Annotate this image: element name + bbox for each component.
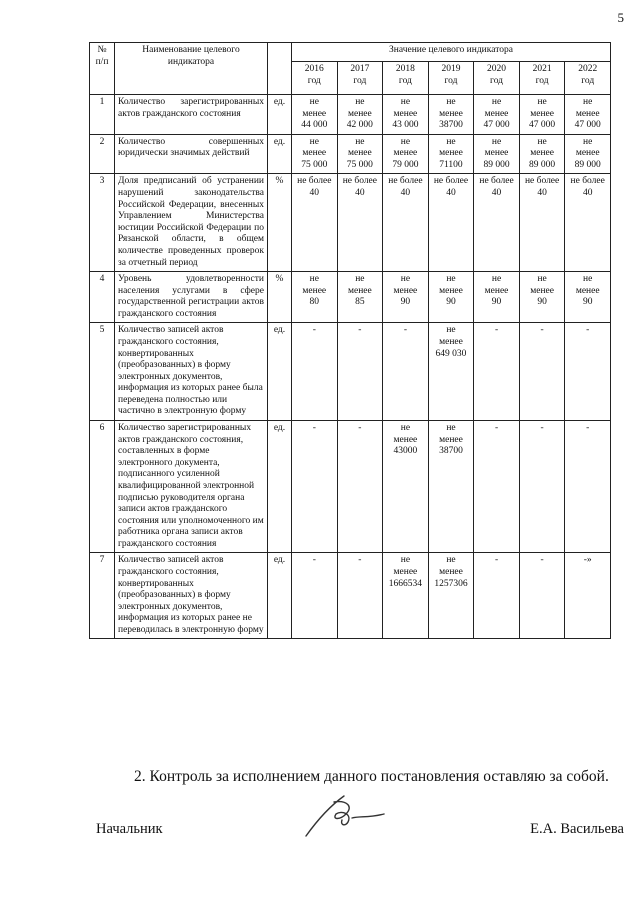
value-line: не	[446, 274, 456, 285]
row-number: 2	[90, 134, 115, 174]
value-line: -	[358, 325, 362, 336]
value-line: 80	[309, 297, 320, 308]
header-year-value: 2016	[304, 64, 324, 74]
indicator-value	[474, 272, 520, 323]
indicator-value	[474, 421, 520, 553]
value-line: не	[355, 136, 365, 147]
header-year-value: 2022	[578, 64, 598, 74]
indicator-value	[292, 134, 338, 174]
header-year	[565, 62, 611, 95]
header-year	[474, 62, 520, 95]
value-line: 89 000	[574, 159, 601, 170]
value-line: -	[494, 325, 499, 336]
value-line: не	[309, 97, 319, 107]
indicator-unit: ед.	[268, 421, 292, 553]
value-line: менее	[530, 285, 554, 296]
value-line: не более	[524, 176, 560, 187]
row-number: 4	[90, 272, 115, 323]
indicator-value	[474, 95, 520, 135]
value-line: не	[400, 97, 411, 107]
value-line: менее	[302, 148, 327, 159]
value-line: -	[358, 555, 362, 566]
indicator-value	[565, 553, 611, 639]
indicator-value	[292, 174, 338, 272]
indicator-value	[474, 134, 520, 174]
value-line: 38700	[439, 446, 463, 457]
value-line: не	[355, 97, 365, 107]
value-line: 75 000	[346, 159, 373, 170]
signature-image	[300, 792, 390, 840]
indicator-value	[565, 272, 611, 323]
header-values-span: Значение целевого индикатора	[292, 43, 611, 62]
indicator-name: Уровень удовлетворенности населения услугами в сфере государственной регистрации актов гражданского состояния	[115, 272, 268, 323]
value-line: 89 000	[483, 159, 510, 170]
indicator-value	[383, 95, 429, 135]
header-year-value: 2018	[395, 64, 415, 74]
value-line: 43 000	[392, 120, 419, 131]
header-year-value: 2019	[441, 64, 461, 74]
indicator-value	[428, 272, 474, 323]
value-line: -»	[583, 555, 592, 566]
row-number: 5	[90, 323, 115, 421]
header-num: № п/п	[90, 43, 115, 95]
value-line: не	[400, 274, 411, 285]
indicator-value	[383, 553, 429, 639]
indicator-value	[565, 174, 611, 272]
value-line: -	[494, 423, 499, 434]
indicator-value	[337, 174, 383, 272]
value-line: 90	[400, 297, 411, 308]
indicator-value	[383, 134, 429, 174]
indicator-name: Количество записей актов гражданского состояния, конвертированных (преобразованных) в форму электронных документов, информация из которых ранее не переводилась в электронную форму	[115, 553, 268, 639]
value-line: менее	[575, 285, 600, 296]
indicator-value	[428, 421, 474, 553]
indicator-value	[337, 323, 383, 421]
value-line: не	[400, 555, 411, 566]
value-line: -	[586, 325, 590, 336]
header-year-label: год	[353, 75, 367, 86]
row-number: 6	[90, 421, 115, 553]
header-year-label: год	[490, 75, 504, 86]
table-row	[90, 272, 611, 323]
value-line: 90	[491, 297, 502, 308]
value-line: не более	[297, 176, 332, 187]
value-line: 40	[582, 188, 593, 199]
value-line: менее	[347, 108, 372, 119]
value-line: -	[494, 555, 499, 566]
value-line: не более	[388, 176, 423, 187]
value-line: менее	[347, 148, 372, 159]
value-line: 79 000	[392, 159, 419, 170]
header-year	[383, 62, 429, 95]
table-row	[90, 174, 611, 272]
row-number: 1	[90, 95, 115, 135]
header-year	[337, 62, 383, 95]
table-row	[90, 421, 611, 553]
indicator-value	[428, 134, 474, 174]
value-line: менее	[575, 108, 600, 119]
value-line: менее	[302, 108, 327, 119]
indicator-value	[337, 95, 383, 135]
value-line: менее	[393, 285, 418, 296]
row-number: 3	[90, 174, 115, 272]
indicator-value	[519, 174, 565, 272]
header-year-value: 2017	[350, 64, 370, 74]
header-year	[292, 62, 338, 95]
value-line: менее	[393, 566, 418, 577]
value-line: менее	[439, 336, 463, 347]
indicator-value	[519, 272, 565, 323]
value-line: не	[491, 97, 502, 107]
header-year-label: год	[444, 75, 458, 86]
value-line: не	[491, 274, 502, 285]
header-year	[519, 62, 565, 95]
value-line: 40	[355, 188, 365, 199]
indicator-value	[519, 421, 565, 553]
value-line: не	[446, 136, 456, 147]
value-line: 40	[400, 188, 411, 199]
table-row	[90, 323, 611, 421]
value-line: не	[400, 136, 411, 147]
value-line: менее	[575, 148, 600, 159]
indicator-table	[89, 42, 611, 639]
signer-title: Начальник	[96, 821, 163, 837]
indicator-unit: ед.	[268, 553, 292, 639]
indicator-value	[337, 421, 383, 553]
value-line: 43000	[393, 446, 418, 457]
value-line: -	[312, 555, 316, 566]
indicator-value	[292, 272, 338, 323]
indicator-value	[428, 174, 474, 272]
indicator-unit: ед.	[268, 323, 292, 421]
value-line: -	[312, 325, 316, 336]
header-year-label: год	[535, 75, 549, 86]
indicator-unit: ед.	[268, 134, 292, 174]
indicator-value	[383, 272, 429, 323]
value-line: -	[403, 325, 407, 336]
table-row	[90, 553, 611, 639]
indicator-unit: ед.	[268, 95, 292, 135]
indicator-value	[565, 323, 611, 421]
indicator-value	[428, 323, 474, 421]
value-line: менее	[439, 434, 463, 445]
indicator-value	[383, 174, 429, 272]
indicator-value	[292, 421, 338, 553]
control-statement: 2. Контроль за исполнением данного постановления оставляю за собой.	[134, 768, 609, 785]
value-line: менее	[302, 285, 327, 296]
value-line: не более	[433, 176, 469, 187]
indicator-value	[565, 134, 611, 174]
indicator-name: Количество зарегистрированных актов гражданского состояния, составленных в форме электронного документа, подписанного усиленной квалифицированной электронной подписью руководителя органа записи актов гражданского состояния или уполномоченного им работника органа записи актов гражданского состояния	[115, 421, 268, 553]
indicator-value	[428, 95, 474, 135]
value-line: -	[312, 423, 316, 434]
value-line: 40	[309, 188, 320, 199]
value-line: менее	[530, 148, 554, 159]
header-year-value: 2021	[532, 64, 552, 74]
value-line: не	[537, 274, 547, 285]
value-line: не	[537, 97, 547, 107]
value-line: не	[355, 274, 365, 285]
value-line: не более	[342, 176, 377, 187]
header-unit	[268, 43, 292, 95]
value-line: не	[583, 274, 593, 285]
value-line: менее	[439, 285, 463, 296]
indicator-value	[383, 421, 429, 553]
value-line: не	[309, 136, 319, 147]
indicator-name: Количество зарегистрированных актов гражданского состояния	[115, 95, 268, 135]
indicator-value	[292, 553, 338, 639]
indicator-name: Количество записей актов гражданского состояния, конвертированных (преобразованных) в форму электронных документов, информация из которых ранее была переведена полностью или частично в электронную форму	[115, 323, 268, 421]
indicator-value	[474, 553, 520, 639]
value-line: 85	[355, 297, 365, 308]
indicator-value	[292, 323, 338, 421]
header-year	[428, 62, 474, 95]
table-row	[90, 134, 611, 174]
value-line: менее	[347, 285, 372, 296]
value-line: -	[586, 423, 590, 434]
indicator-value	[519, 553, 565, 639]
indicator-unit: %	[268, 174, 292, 272]
indicator-value	[519, 95, 565, 135]
value-line: 1257306	[434, 578, 468, 589]
value-line: -	[540, 325, 544, 336]
indicator-value	[337, 134, 383, 174]
indicator-value	[565, 95, 611, 135]
value-line: менее	[393, 108, 418, 119]
indicator-value	[337, 272, 383, 323]
value-line: 71100	[439, 159, 463, 170]
value-line: 42 000	[346, 120, 373, 131]
value-line: 90	[582, 297, 593, 308]
table-row	[90, 95, 611, 135]
value-line: 44 000	[301, 120, 328, 131]
value-line: менее	[439, 566, 463, 577]
header-year-label: год	[581, 75, 595, 86]
value-line: 40	[491, 188, 502, 199]
indicator-unit: %	[268, 272, 292, 323]
indicator-name: Доля предписаний об устранении нарушений законодательства Российской Федерации, внесенных Управлением Министерства юстиции Российской Федерации по Рязанской области, в общем количестве проведенных проверок за отчетный период	[115, 174, 268, 272]
value-line: менее	[393, 148, 418, 159]
value-line: 90	[446, 297, 456, 308]
value-line: менее	[484, 148, 509, 159]
indicator-value	[565, 421, 611, 553]
value-line: не	[446, 325, 456, 336]
value-line: 40	[446, 188, 456, 199]
indicator-value	[519, 134, 565, 174]
value-line: не более	[479, 176, 514, 187]
value-line: не	[446, 97, 456, 107]
value-line: не	[446, 555, 456, 566]
indicator-value	[474, 323, 520, 421]
value-line: менее	[439, 108, 463, 119]
value-line: менее	[530, 108, 554, 119]
header-year-value: 2020	[487, 64, 507, 74]
value-line: менее	[484, 108, 509, 119]
value-line: 47 000	[529, 120, 556, 131]
row-number: 7	[90, 553, 115, 639]
indicator-name: Количество совершенных юридически значимых действий	[115, 134, 268, 174]
header-year-label: год	[398, 75, 412, 86]
value-line: не	[491, 136, 502, 147]
indicator-value	[383, 323, 429, 421]
value-line: менее	[393, 434, 418, 445]
value-line: не	[537, 136, 547, 147]
value-line: -	[540, 555, 544, 566]
value-line: не	[309, 274, 319, 285]
value-line: не	[583, 136, 593, 147]
header-name: Наименование целевого индикатора	[115, 43, 268, 95]
page-number: 5	[617, 10, 624, 25]
value-line: 649 030	[435, 348, 467, 359]
value-line: не	[446, 423, 456, 434]
value-line: не более	[570, 176, 605, 187]
value-line: 75 000	[301, 159, 328, 170]
value-line: 40	[537, 188, 547, 199]
indicator-value	[292, 95, 338, 135]
value-line: не	[583, 97, 593, 107]
header-year-label: год	[307, 75, 321, 86]
value-line: 90	[537, 297, 547, 308]
indicator-value	[337, 553, 383, 639]
value-line: -	[540, 423, 544, 434]
value-line: не	[400, 423, 411, 434]
signer-name: Е.А. Васильева	[530, 821, 624, 837]
value-line: -	[358, 423, 362, 434]
indicator-value	[428, 553, 474, 639]
indicator-value	[474, 174, 520, 272]
value-line: 1666534	[388, 578, 423, 589]
value-line: менее	[484, 285, 509, 296]
value-line: 89 000	[529, 159, 556, 170]
value-line: 38700	[439, 120, 463, 131]
value-line: 47 000	[483, 120, 510, 131]
indicator-value	[519, 323, 565, 421]
value-line: менее	[439, 148, 463, 159]
value-line: 47 000	[574, 120, 601, 131]
